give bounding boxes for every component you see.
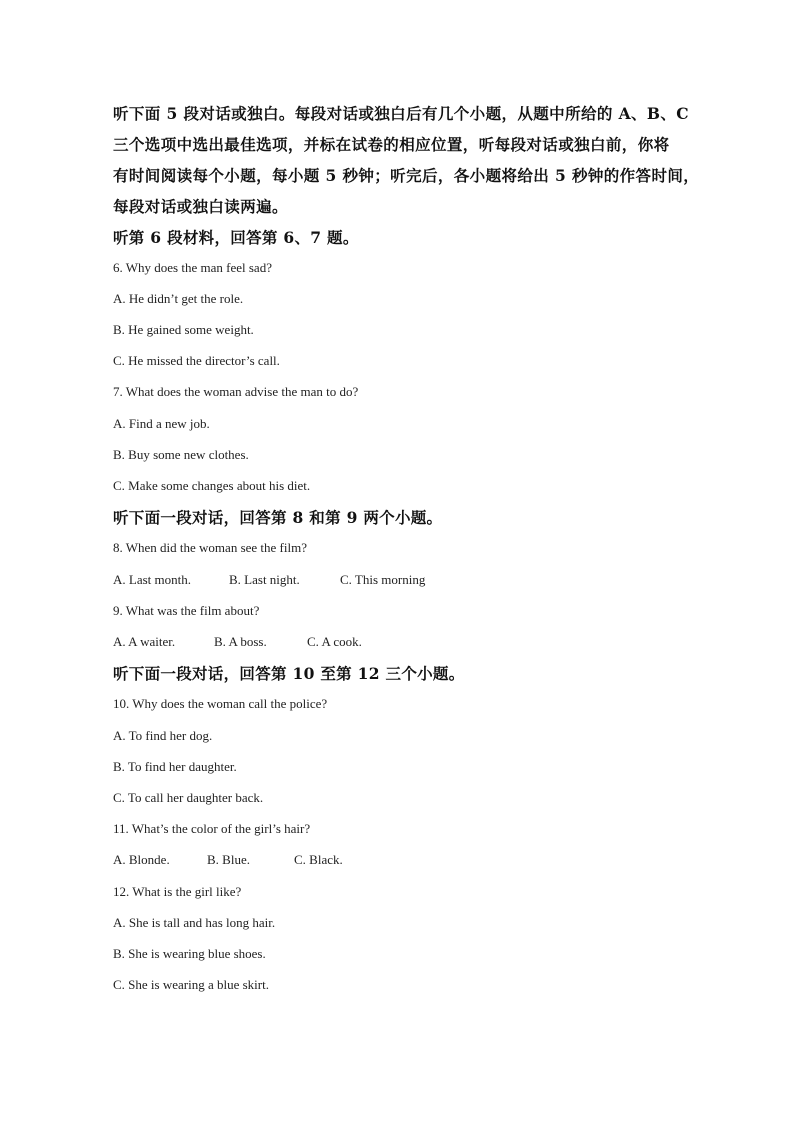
section-heading-7: 听下面一段对话，回答第 8 和第 9 两个小题。 [113, 508, 443, 527]
options-8 [113, 572, 425, 588]
instructions-line-4: 每段对话或独白读两遍。 [113, 197, 288, 216]
section-heading-8: 听下面一段对话，回答第 10 至第 12 三个小题。 [113, 664, 465, 683]
option-11b: B. Blue. [207, 852, 250, 867]
options-11 [113, 852, 343, 868]
option-11c: C. Black. [294, 852, 343, 867]
section-heading-6: 听第 6 段材料，回答第 6、7 题。 [113, 228, 359, 247]
instructions-line-2: 三个选项中选出最佳选项，并标在试卷的相应位置，听每段对话或独白前，你将 [113, 135, 670, 154]
option-12b: B. She is wearing blue shoes. [113, 946, 266, 961]
option-10a: A. To find her dog. [113, 728, 213, 743]
option-9c: C. A cook. [307, 634, 362, 649]
question-8: 8. When did the woman see the film? [113, 540, 307, 555]
option-8a: A. Last month. [113, 572, 191, 587]
option-9b: B. A boss. [214, 634, 267, 649]
option-10c: C. To call her daughter back. [113, 790, 264, 805]
option-9a: A. A waiter. [113, 634, 176, 649]
question-6: 6. Why does the man feel sad? [113, 260, 272, 275]
option-6b: B. He gained some weight. [113, 322, 254, 337]
question-12: 12. What is the girl like? [113, 884, 242, 899]
option-12c: C. She is wearing a blue skirt. [113, 977, 269, 992]
option-7b: B. Buy some new clothes. [113, 447, 249, 462]
instructions-paragraph [113, 98, 700, 222]
option-8b: B. Last night. [229, 572, 300, 587]
question-9: 9. What was the film about? [113, 603, 260, 618]
option-8c: C. This morning [340, 572, 426, 587]
question-10: 10. Why does the woman call the police? [113, 696, 328, 711]
options-9 [113, 634, 362, 650]
option-6a: A. He didn’t get the role. [113, 291, 244, 306]
option-10b: B. To find her daughter. [113, 759, 237, 774]
option-12a: A. She is tall and has long hair. [113, 915, 276, 930]
question-11: 11. What’s the color of the girl’s hair? [113, 821, 311, 836]
question-7: 7. What does the woman advise the man to do? [113, 384, 359, 399]
instructions-line-3: 有时间阅读每个小题，每小题 5 秒钟；听完后，各小题将给出 5 秒钟的作答时间， [113, 166, 700, 185]
option-7a: A. Find a new job. [113, 416, 210, 431]
instructions-line-1: 听下面 5 段对话或独白。每段对话或独白后有几个小题，从题中所给的 A、B、C [113, 104, 690, 123]
option-7c: C. Make some changes about his diet. [113, 478, 311, 493]
option-11a: A. Blonde. [113, 852, 170, 867]
option-6c: C. He missed the director’s call. [113, 353, 280, 368]
